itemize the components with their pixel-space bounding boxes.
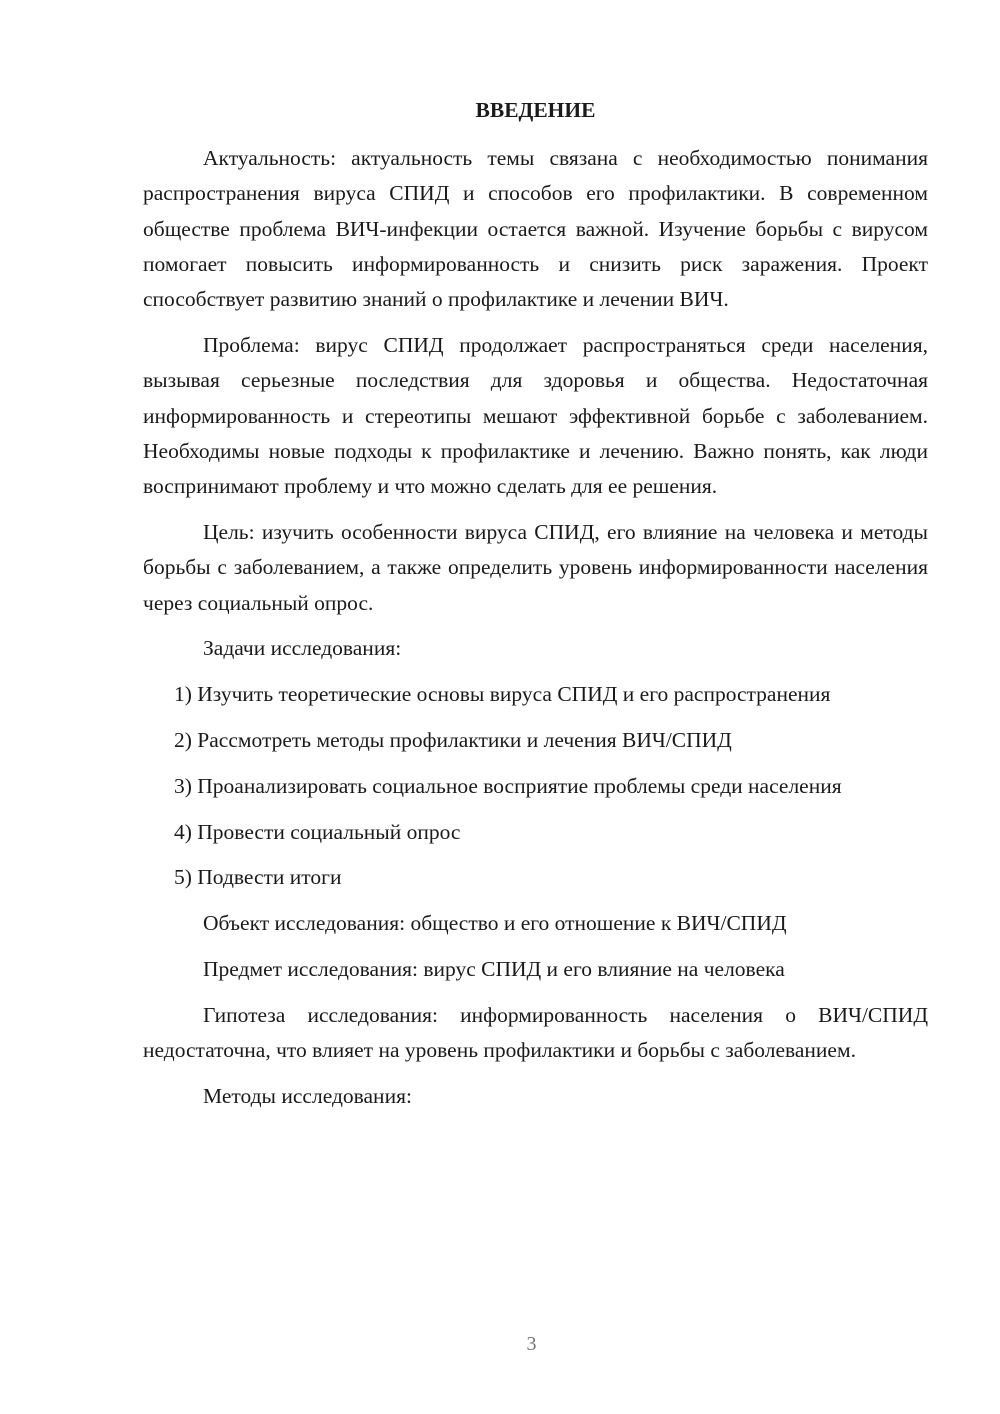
task-item-3: 3) Проанализировать социальное восприятие проблемы среди населения [174, 773, 842, 798]
task-item-4: 4) Провести социальный опрос [174, 819, 461, 844]
document-body [143, 141, 928, 1125]
document-page [143, 0, 928, 1414]
paragraph-object: Объект исследования: общество и его отношение к ВИЧ/СПИД [203, 911, 787, 936]
page-title: ВВЕДЕНИЕ [475, 98, 596, 122]
paragraph-goal: Цель: изучить особенности вируса СПИД, его влияние на человека и методы борьбы с заболеванием, а также определить уровень информированности населения через социальный опрос. [143, 519, 928, 615]
paragraph-relevance: Актуальность: актуальность темы связана с необходимостью понимания распространения вируса СПИД и способов его профилактики. В современном обществе проблема ВИЧ-инфекции остается важной. Изучение борьбы с вирусом помогает повысить информированность и снизить риск заражения. Проект способствует развитию знаний о профилактике и лечении ВИЧ. [143, 146, 928, 312]
task-item-5: 5) Подвести итоги [174, 865, 342, 890]
paragraph-subject: Предмет исследования: вирус СПИД и его влияние на человека [203, 956, 785, 981]
task-item-1: 1) Изучить теоретические основы вируса СПИД и его распространения [174, 682, 831, 707]
page-number: 3 [526, 1333, 537, 1355]
paragraph-hypothesis: Гипотеза исследования: информированность населения о ВИЧ/СПИД недостаточна, что влияет на уровень профилактики и борьбы с заболеванием. [143, 1002, 928, 1063]
paragraph-problem: Проблема: вирус СПИД продолжает распространяться среди населения, вызывая серьезные последствия для здоровья и общества. Недостаточная информированность и стереотипы мешают эффективной борьбе с заболеванием. Необходимы новые подходы к профилактике и лечению. Важно понять, как люди воспринимают проблему и что можно сделать для ее решения. [143, 332, 928, 499]
task-item-2: 2) Рассмотреть методы профилактики и лечения ВИЧ/СПИД [174, 727, 732, 752]
paragraph-tasks-heading: Задачи исследования: [203, 636, 402, 661]
paragraph-methods: Методы исследования: [203, 1083, 412, 1108]
